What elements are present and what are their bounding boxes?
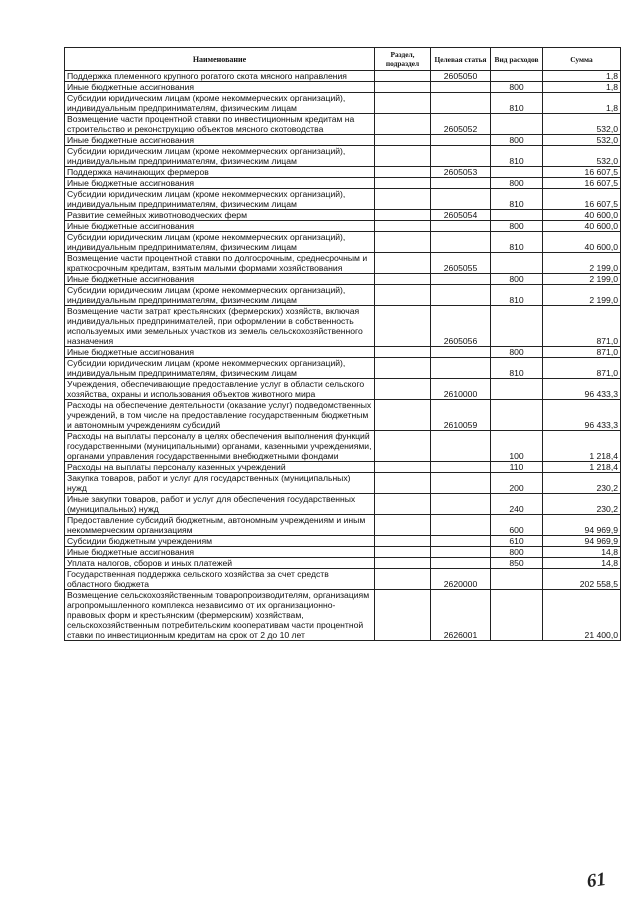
cell-section	[375, 462, 431, 473]
cell-section	[375, 232, 431, 253]
cell-sum: 94 969,9	[543, 515, 621, 536]
cell-expense	[491, 306, 543, 347]
cell-sum: 202 558,5	[543, 569, 621, 590]
table-row	[65, 93, 621, 114]
cell-expense	[491, 71, 543, 82]
table-row	[65, 189, 621, 210]
cell-section	[375, 431, 431, 462]
cell-target	[431, 178, 491, 189]
cell-sum: 14,8	[543, 547, 621, 558]
cell-expense: 800	[491, 82, 543, 93]
cell-sum: 40 600,0	[543, 221, 621, 232]
cell-target: 2605056	[431, 306, 491, 347]
cell-name: Субсидии юридическим лицам (кроме некоммерческих организаций), индивидуальным предпринимателям, физическим лицам	[65, 146, 375, 167]
cell-expense: 200	[491, 473, 543, 494]
cell-name: Субсидии бюджетным учреждениям	[65, 536, 375, 547]
cell-name: Расходы на выплаты персоналу казенных учреждений	[65, 462, 375, 473]
table-row	[65, 210, 621, 221]
table-row	[65, 590, 621, 641]
cell-target	[431, 285, 491, 306]
table-row	[65, 135, 621, 146]
cell-target	[431, 536, 491, 547]
cell-name: Иные бюджетные ассигнования	[65, 547, 375, 558]
cell-sum: 230,2	[543, 473, 621, 494]
table-row	[65, 221, 621, 232]
cell-sum: 1,8	[543, 82, 621, 93]
table-header-row	[65, 48, 621, 71]
cell-target: 2605054	[431, 210, 491, 221]
cell-expense	[491, 167, 543, 178]
cell-expense	[491, 253, 543, 274]
cell-section	[375, 306, 431, 347]
cell-sum: 94 969,9	[543, 536, 621, 547]
cell-section	[375, 221, 431, 232]
budget-table-sheet	[64, 47, 620, 641]
cell-sum: 16 607,5	[543, 167, 621, 178]
cell-target	[431, 547, 491, 558]
cell-expense: 810	[491, 358, 543, 379]
cell-sum: 532,0	[543, 114, 621, 135]
cell-name: Предоставление субсидий бюджетным, автономным учреждениям и иным некоммерческим организациям	[65, 515, 375, 536]
cell-expense: 810	[491, 93, 543, 114]
cell-sum: 40 600,0	[543, 210, 621, 221]
cell-expense: 600	[491, 515, 543, 536]
header-section: Раздел, подраздел	[375, 48, 431, 71]
header-name: Наименование	[65, 48, 375, 71]
cell-target	[431, 462, 491, 473]
cell-section	[375, 82, 431, 93]
cell-target: 2620000	[431, 569, 491, 590]
header-expense: Вид расходов	[491, 48, 543, 71]
cell-name: Расходы на выплаты персоналу в целях обеспечения выполнения функций государственными (муниципальными) органами, казенными учреждениями, органами управления государственными внебюджетными фондами	[65, 431, 375, 462]
cell-target	[431, 146, 491, 167]
cell-expense: 810	[491, 189, 543, 210]
cell-name: Иные бюджетные ассигнования	[65, 347, 375, 358]
cell-expense: 610	[491, 536, 543, 547]
cell-target	[431, 189, 491, 210]
table-row	[65, 547, 621, 558]
table-row	[65, 82, 621, 93]
cell-expense	[491, 114, 543, 135]
cell-section	[375, 178, 431, 189]
cell-sum: 96 433,3	[543, 400, 621, 431]
cell-sum: 16 607,5	[543, 178, 621, 189]
cell-name: Развитие семейных животноводческих ферм	[65, 210, 375, 221]
cell-sum: 1 218,4	[543, 431, 621, 462]
cell-section	[375, 114, 431, 135]
table-row	[65, 146, 621, 167]
cell-section	[375, 93, 431, 114]
cell-expense: 810	[491, 285, 543, 306]
cell-target	[431, 473, 491, 494]
cell-name: Возмещение части процентной ставки по инвестиционным кредитам на строительство и реконструкцию объектов мясного скотоводства	[65, 114, 375, 135]
cell-section	[375, 167, 431, 178]
cell-name: Иные бюджетные ассигнования	[65, 82, 375, 93]
cell-name: Субсидии юридическим лицам (кроме некоммерческих организаций), индивидуальным предпринимателям, физическим лицам	[65, 232, 375, 253]
table-row	[65, 379, 621, 400]
table-row	[65, 167, 621, 178]
cell-name: Субсидии юридическим лицам (кроме некоммерческих организаций), индивидуальным предпринимателям, физическим лицам	[65, 358, 375, 379]
cell-expense: 850	[491, 558, 543, 569]
cell-section	[375, 494, 431, 515]
cell-target: 2605052	[431, 114, 491, 135]
cell-section	[375, 189, 431, 210]
cell-section	[375, 590, 431, 641]
cell-sum: 1,8	[543, 93, 621, 114]
cell-sum: 871,0	[543, 347, 621, 358]
cell-target: 2610059	[431, 400, 491, 431]
cell-expense: 100	[491, 431, 543, 462]
page-number-mark: 61	[585, 868, 608, 893]
cell-target	[431, 274, 491, 285]
table-row	[65, 558, 621, 569]
table-row	[65, 515, 621, 536]
table-row	[65, 178, 621, 189]
cell-expense: 810	[491, 232, 543, 253]
cell-target	[431, 358, 491, 379]
cell-sum: 532,0	[543, 146, 621, 167]
cell-name: Уплата налогов, сборов и иных платежей	[65, 558, 375, 569]
cell-name: Возмещение сельскохозяйственным товаропроизводителям, организациям агропромышленного комплекса независимо от их организационно-правовых форм и крестьянским (фермерским) хозяйствам, сельскохозяйственным потребительским кооперативам части процентной ставки по инвестиционным кредитам на срок от 2 до 10 лет	[65, 590, 375, 641]
table-row	[65, 306, 621, 347]
cell-expense	[491, 379, 543, 400]
cell-target	[431, 515, 491, 536]
cell-section	[375, 274, 431, 285]
cell-name: Учреждения, обеспечивающие предоставление услуг в области сельского хозяйства, охраны и использования объектов животного мира	[65, 379, 375, 400]
cell-expense: 810	[491, 146, 543, 167]
cell-sum: 871,0	[543, 306, 621, 347]
cell-target	[431, 494, 491, 515]
cell-target	[431, 93, 491, 114]
cell-name: Поддержка племенного крупного рогатого скота мясного направления	[65, 71, 375, 82]
table-row	[65, 473, 621, 494]
cell-section	[375, 536, 431, 547]
cell-sum: 2 199,0	[543, 253, 621, 274]
cell-sum: 2 199,0	[543, 274, 621, 285]
cell-name: Расходы на обеспечение деятельности (оказание услуг) подведомственных учреждений, в том числе на предоставление государственным бюджетным и автономным учреждениям субсидий	[65, 400, 375, 431]
cell-target	[431, 347, 491, 358]
cell-target: 2605050	[431, 71, 491, 82]
cell-section	[375, 347, 431, 358]
cell-sum: 230,2	[543, 494, 621, 515]
cell-sum: 16 607,5	[543, 189, 621, 210]
cell-sum: 1,8	[543, 71, 621, 82]
cell-expense: 800	[491, 347, 543, 358]
cell-sum: 21 400,0	[543, 590, 621, 641]
cell-sum: 14,8	[543, 558, 621, 569]
table-row	[65, 494, 621, 515]
cell-expense	[491, 590, 543, 641]
table-row	[65, 462, 621, 473]
cell-sum: 40 600,0	[543, 232, 621, 253]
cell-name: Субсидии юридическим лицам (кроме некоммерческих организаций), индивидуальным предпринимателям, физическим лицам	[65, 189, 375, 210]
cell-target	[431, 232, 491, 253]
cell-name: Закупка товаров, работ и услуг для государственных (муниципальных) нужд	[65, 473, 375, 494]
cell-target	[431, 82, 491, 93]
cell-expense: 800	[491, 547, 543, 558]
cell-expense: 800	[491, 178, 543, 189]
cell-name: Субсидии юридическим лицам (кроме некоммерческих организаций), индивидуальным предпринимателям, физическим лицам	[65, 93, 375, 114]
table-row	[65, 253, 621, 274]
table-row	[65, 536, 621, 547]
table-body	[65, 71, 621, 641]
cell-section	[375, 379, 431, 400]
cell-name: Иные бюджетные ассигнования	[65, 274, 375, 285]
table-row	[65, 285, 621, 306]
cell-name: Иные бюджетные ассигнования	[65, 178, 375, 189]
cell-expense: 800	[491, 221, 543, 232]
cell-section	[375, 135, 431, 146]
cell-target	[431, 431, 491, 462]
table-row	[65, 347, 621, 358]
table-row	[65, 274, 621, 285]
cell-target: 2605053	[431, 167, 491, 178]
cell-name: Субсидии юридическим лицам (кроме некоммерческих организаций), индивидуальным предпринимателям, физическим лицам	[65, 285, 375, 306]
cell-name: Иные бюджетные ассигнования	[65, 135, 375, 146]
cell-section	[375, 515, 431, 536]
header-sum: Сумма	[543, 48, 621, 71]
table-row	[65, 569, 621, 590]
cell-target	[431, 558, 491, 569]
cell-expense: 110	[491, 462, 543, 473]
cell-expense: 240	[491, 494, 543, 515]
header-target: Целевая статья	[431, 48, 491, 71]
table-row	[65, 400, 621, 431]
table-row	[65, 71, 621, 82]
cell-section	[375, 71, 431, 82]
cell-section	[375, 558, 431, 569]
cell-expense	[491, 400, 543, 431]
cell-expense: 800	[491, 274, 543, 285]
cell-expense: 800	[491, 135, 543, 146]
cell-expense	[491, 210, 543, 221]
cell-target	[431, 135, 491, 146]
cell-name: Возмещение части процентной ставки по долгосрочным, среднесрочным и краткосрочным кредитам, взятым малыми формами хозяйствования	[65, 253, 375, 274]
cell-name: Поддержка начинающих фермеров	[65, 167, 375, 178]
table-row	[65, 358, 621, 379]
cell-target: 2626001	[431, 590, 491, 641]
cell-section	[375, 473, 431, 494]
cell-section	[375, 358, 431, 379]
cell-name: Иные бюджетные ассигнования	[65, 221, 375, 232]
table-row	[65, 232, 621, 253]
cell-section	[375, 569, 431, 590]
table-row	[65, 431, 621, 462]
cell-target	[431, 221, 491, 232]
cell-sum: 532,0	[543, 135, 621, 146]
cell-expense	[491, 569, 543, 590]
cell-name: Государственная поддержка сельского хозяйства за счет средств областного бюджета	[65, 569, 375, 590]
budget-table	[64, 47, 621, 641]
cell-section	[375, 547, 431, 558]
cell-section	[375, 400, 431, 431]
cell-sum: 1 218,4	[543, 462, 621, 473]
cell-section	[375, 210, 431, 221]
cell-name: Иные закупки товаров, работ и услуг для обеспечения государственных (муниципальных) нужд	[65, 494, 375, 515]
cell-name: Возмещение части затрат крестьянских (фермерских) хозяйств, включая индивидуальных предпринимателей, при оформлении в собственность используемых ими земельных участков из земель сельскохозяйственного назначения	[65, 306, 375, 347]
cell-section	[375, 285, 431, 306]
cell-sum: 2 199,0	[543, 285, 621, 306]
cell-sum: 96 433,3	[543, 379, 621, 400]
cell-target: 2605055	[431, 253, 491, 274]
table-row	[65, 114, 621, 135]
cell-section	[375, 253, 431, 274]
cell-sum: 871,0	[543, 358, 621, 379]
cell-target: 2610000	[431, 379, 491, 400]
cell-section	[375, 146, 431, 167]
